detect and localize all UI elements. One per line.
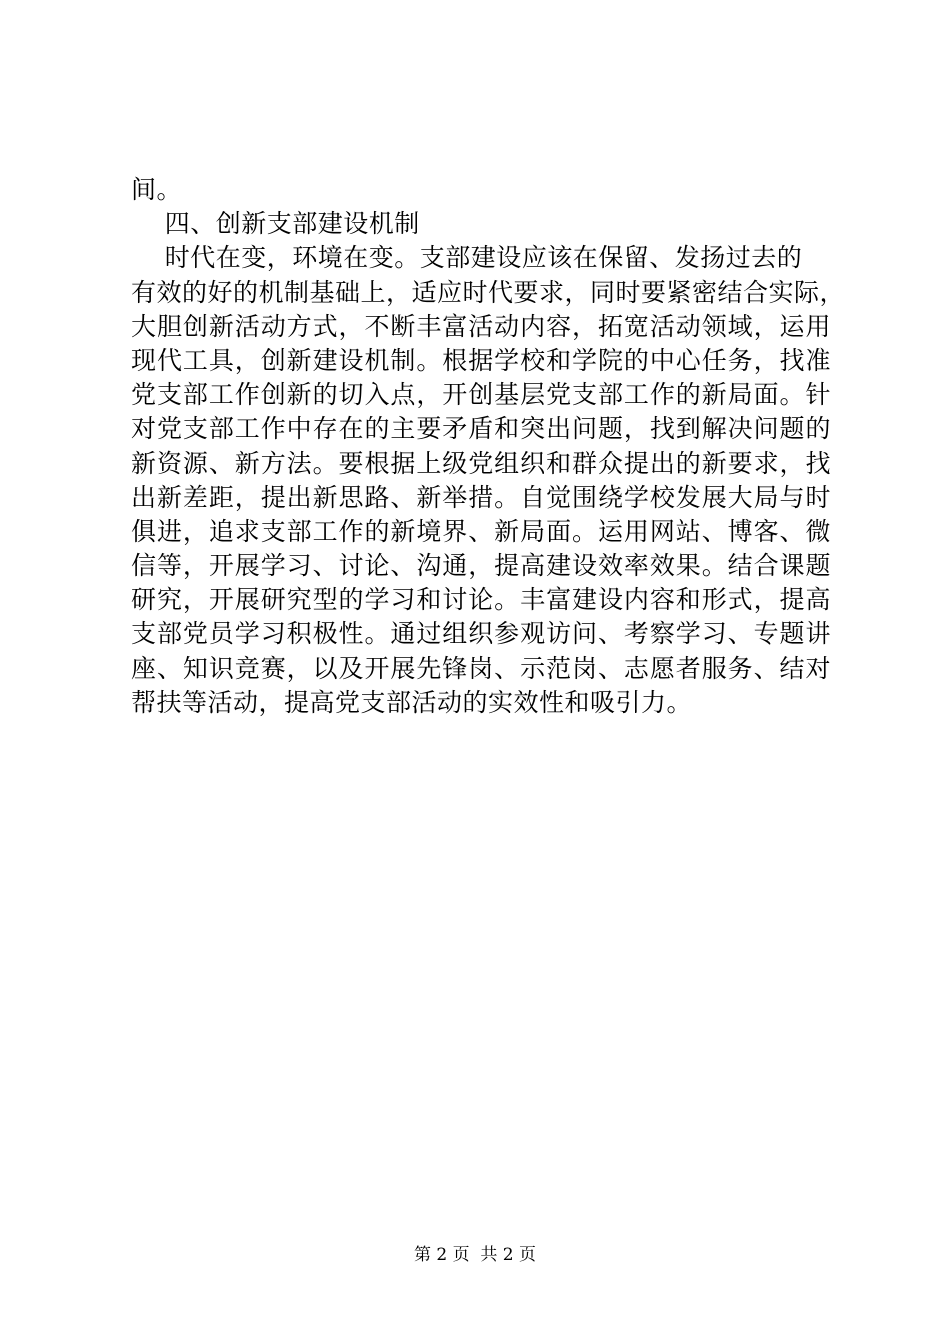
text-line: 新资源、新方法。要根据上级党组织和群众提出的新要求，找 <box>131 448 831 478</box>
text-line: 有效的好的机制基础上，适应时代要求，同时要紧密结合实际， <box>131 277 846 307</box>
text-line: 俱进，追求支部工作的新境界、新局面。运用网站、博客、微 <box>131 516 831 546</box>
text-line: 信等，开展学习、讨论、沟通，提高建设效率效果。结合课题 <box>131 551 831 581</box>
text-line: 大胆创新活动方式，不断丰富活动内容，拓宽活动领域，运用 <box>131 311 831 341</box>
text-line: 党支部工作创新的切入点，开创基层党支部工作的新局面。针 <box>131 380 831 410</box>
text-line: 时代在变，环境在变。支部建设应该在保留、发扬过去的 <box>131 243 803 273</box>
text-line: 出新差距，提出新思路、新举措。自觉围绕学校发展大局与时 <box>131 482 831 512</box>
section-heading: 四、创新支部建设机制 <box>131 209 420 239</box>
text-line: 座、知识竞赛，以及开展先锋岗、示范岗、志愿者服务、结对 <box>131 653 831 683</box>
text-line: 支部党员学习积极性。通过组织参观访问、考察学习、专题讲 <box>131 619 831 649</box>
text-line: 现代工具，创新建设机制。根据学校和学院的中心任务，找准 <box>131 345 831 375</box>
text-line: 研究，开展研究型的学习和讨论。丰富建设内容和形式，提高 <box>131 585 831 615</box>
text-line: 间。 <box>131 175 183 204</box>
text-line: 对党支部工作中存在的主要矛盾和突出问题，找到解决问题的 <box>131 414 831 444</box>
page-footer: 第 2 页 共 2 页 <box>413 1245 537 1265</box>
text-line: 帮扶等活动，提高党支部活动的实效性和吸引力。 <box>131 687 693 717</box>
document-body <box>131 173 846 720</box>
